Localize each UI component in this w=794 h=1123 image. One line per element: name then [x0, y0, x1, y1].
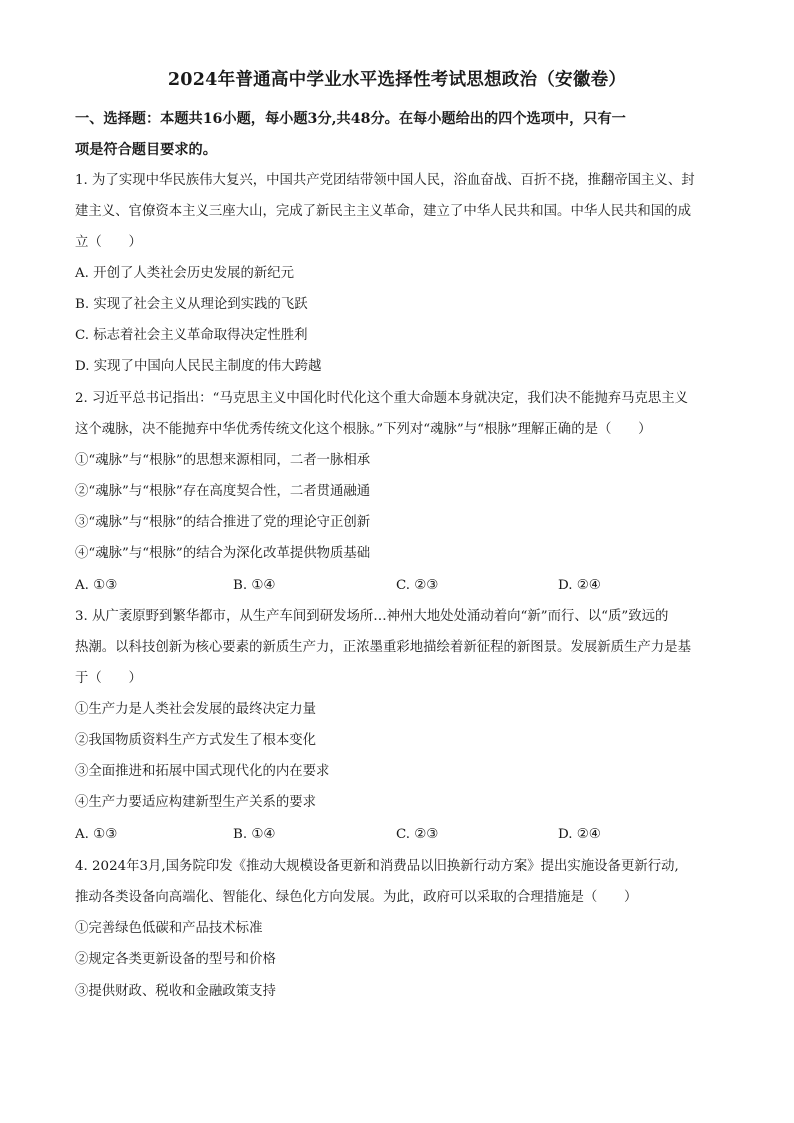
q2-item-2: ②“魂脉”与“根脉”存在高度契合性，二者贯通融通 — [75, 484, 371, 499]
q3-option-c: C. ②③ — [396, 827, 439, 842]
q3-item-4: ④生产力要适应构建新型生产关系的要求 — [75, 795, 317, 810]
q2-item-1: ①“魂脉”与“根脉”的思想来源相同，二者一脉相承 — [75, 453, 371, 468]
q1-option-b: B. 实现了社会主义从理论到实践的飞跃 — [75, 297, 308, 312]
q4-item-2: ②规定各类更新设备的型号和价格 — [75, 952, 276, 967]
q4-stem-line-2: 推动各类设备向高端化、智能化、绿色化方向发展。为此，政府可以采取的合理措施是（ ） — [75, 890, 638, 905]
q3-item-3: ③全面推进和拓展中国式现代化的内在要求 — [75, 764, 330, 779]
q2-item-4: ④“魂脉”与“根脉”的结合为深化改革提供物质基础 — [75, 546, 371, 561]
q1-stem-line-1: 1. 为了实现中华民族伟大复兴，中国共产党团结带领中国人民，浴血奋战、百折不挠，推翻帝国主义、封 — [75, 173, 695, 188]
q2-option-a: A. ①③ — [75, 578, 118, 593]
q1-option-c: C. 标志着社会主义革命取得决定性胜利 — [75, 328, 308, 343]
q3-stem-line-1: 3. 从广袤原野到繁华都市，从生产车间到研发场所…神州大地处处涌动着向“新”而行、以“质”致远的 — [75, 609, 669, 624]
q2-option-d: D. ②④ — [558, 578, 601, 593]
section-instruction-line-1: 一、选择题：本题共16小题，每小题3分,共48分。在每小题给出的四个选项中，只有一 — [75, 111, 626, 127]
q4-stem-line-1: 4. 2024年3月,国务院印发《推动大规模设备更新和消费品以旧换新行动方案》提出实施设备更新行动, — [75, 859, 679, 874]
q1-option-a: A. 开创了人类社会历史发展的新纪元 — [75, 266, 295, 281]
exam-title: 2024年普通高中学业水平选择性考试思想政治（安徽卷） — [167, 70, 627, 90]
q3-item-2: ②我国物质资料生产方式发生了根本变化 — [75, 733, 317, 748]
section-instruction-line-2: 项是符合题目要求的。 — [75, 142, 217, 158]
q3-stem-line-3: 于（ ） — [75, 671, 142, 686]
q2-stem-line-2: 这个魂脉，决不能抛弃中华优秀传统文化这个根脉。”下列对“魂脉”与“根脉”理解正确的是（ ） — [75, 422, 652, 437]
q2-option-c: C. ②③ — [396, 578, 439, 593]
q2-item-3: ③“魂脉”与“根脉”的结合推进了党的理论守正创新 — [75, 515, 371, 530]
q2-stem-line-1: 2. 习近平总书记指出：“马克思主义中国化时代化这个重大命题本身就决定，我们决不能抛弃马克思主义 — [75, 391, 689, 406]
q3-option-d: D. ②④ — [558, 827, 601, 842]
q2-option-b: B. ①④ — [233, 578, 276, 593]
q4-item-3: ③提供财政、税收和金融政策支持 — [75, 984, 276, 999]
q3-item-1: ①生产力是人类社会发展的最终决定力量 — [75, 702, 317, 717]
q1-option-d: D. 实现了中国向人民民主制度的伟大跨越 — [75, 359, 322, 374]
q1-stem-line-2: 建主义、官僚资本主义三座大山，完成了新民主主义革命，建立了中华人民共和国。中华人民共和国的成 — [75, 204, 691, 219]
q1-stem-line-3: 立（ ） — [75, 235, 142, 250]
q4-item-1: ①完善绿色低碳和产品技术标准 — [75, 921, 263, 936]
q3-option-b: B. ①④ — [233, 827, 276, 842]
q3-option-a: A. ①③ — [75, 827, 118, 842]
q3-stem-line-2: 热潮。以科技创新为核心要素的新质生产力，正浓墨重彩地描绘着新征程的新图景。发展新质生产力是基 — [75, 640, 691, 655]
